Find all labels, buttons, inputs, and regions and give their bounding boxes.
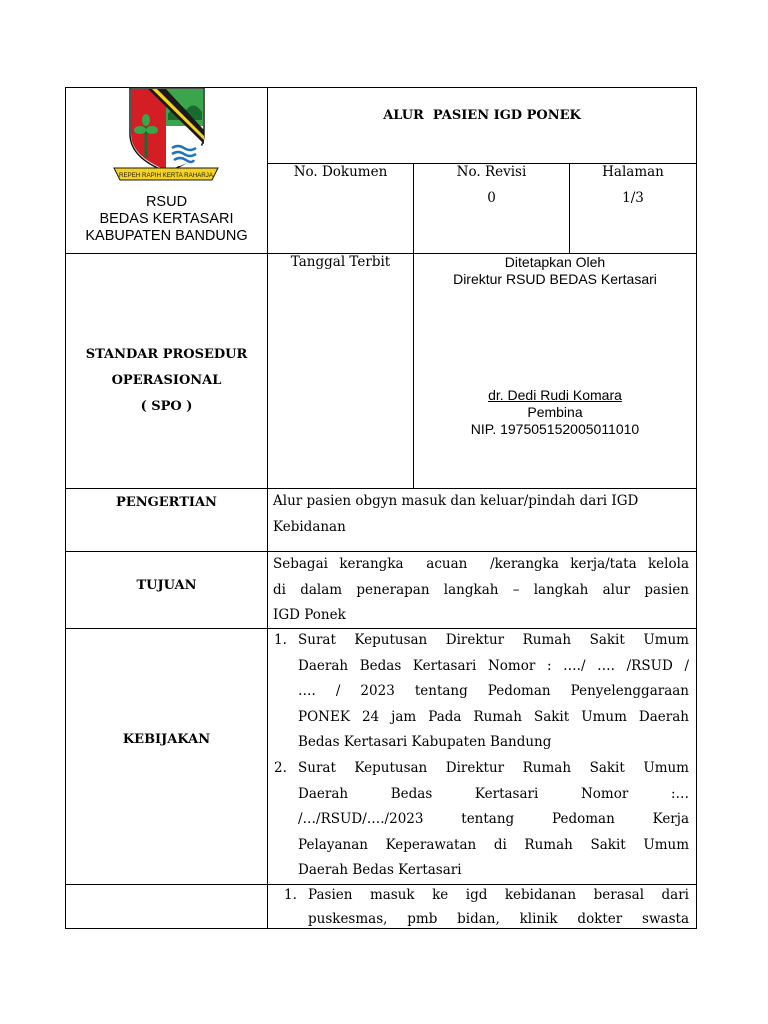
kebijakan-line: /…/RSUD/…./2023 tentang Pedoman Kerja <box>298 811 689 828</box>
pengertian-text <box>273 489 689 540</box>
kebijakan-line: Surat Keputusan Direktur Rumah Sakit Umum <box>298 632 689 648</box>
spo-title-line: OPERASIONAL <box>111 373 222 388</box>
prosedur-list <box>278 883 689 931</box>
kebijakan-label: KEBIJAKAN <box>122 732 211 747</box>
pengertian-line: Alur pasien obgyn masuk dan keluar/pindah dari IGD <box>273 493 639 509</box>
signer-block <box>414 387 696 438</box>
prosedur-item <box>278 883 689 931</box>
kebijakan-line: …. / 2023 tentang Pedoman Penyelenggaraan <box>298 683 689 700</box>
signer-nip: NIP. 197505152005011010 <box>470 421 640 437</box>
kebijakan-line: Daerah Bedas Kertasari Nomor :… <box>298 785 689 802</box>
tujuan-text <box>273 552 689 629</box>
kebijakan-item <box>268 756 689 884</box>
spo-title-line: ( SPO ) <box>140 399 193 414</box>
institution-line: RSUD <box>145 194 188 210</box>
signer-name: dr. Dedi Rudi Komara <box>488 387 622 403</box>
kebijakan-item-number: 2. <box>274 759 287 776</box>
tujuan-line: di dalam penerapan langkah – langkah alur pasien <box>273 581 689 598</box>
kebijakan-item-number: 1. <box>274 632 287 648</box>
set-by-role: Direktur RSUD BEDAS Kertasari <box>453 271 657 287</box>
document-title: ALUR PASIEN IGD PONEK <box>383 108 581 123</box>
page-value: 1/3 <box>622 190 644 206</box>
prosedur-item-number: 1. <box>284 887 297 903</box>
prosedur-line: puskesmas, pmb bidan, klinik dokter swasta <box>308 911 689 927</box>
tujuan-line: IGD Ponek <box>273 607 346 623</box>
kebijakan-line: Surat Keputusan Direktur Rumah Sakit Umum <box>298 759 689 776</box>
prosedur-line: Pasien masuk ke igd kebidanan berasal dari <box>308 887 689 903</box>
revision-value: 0 <box>487 190 496 206</box>
kebijakan-line: Daerah Bedas Kertasari Nomor : …./ …. /RSUD / <box>298 657 689 674</box>
page-label: Halaman <box>602 164 664 180</box>
institution-line: KABUPATEN BANDUNG <box>85 228 248 244</box>
kebijakan-line: Daerah Bedas Kertasari <box>298 862 462 879</box>
set-by-label: Ditetapkan Oleh <box>504 254 606 270</box>
kebijakan-list <box>268 628 689 884</box>
rsud-logo <box>108 86 224 182</box>
kebijakan-line: Bedas Kertasari Kabupaten Bandung <box>298 734 552 751</box>
revision-label: No. Revisi <box>456 164 527 180</box>
tujuan-line: Sebagai kerangka acuan /kerangka kerja/tata kelola <box>273 556 689 572</box>
kebijakan-line: PONEK 24 jam Pada Rumah Sakit Umum Daerah <box>298 708 689 725</box>
pengertian-line: Kebidanan <box>273 518 346 535</box>
doc-number-label: No. Dokumen <box>293 164 388 180</box>
approval-block <box>414 254 696 288</box>
tujuan-label: TUJUAN <box>136 578 197 593</box>
issue-date-label: Tanggal Terbit <box>290 254 391 270</box>
spo-title-line: STANDAR PROSEDUR <box>85 347 248 362</box>
pengertian-label: PENGERTIAN <box>116 495 217 510</box>
svg-text:REPEH RAPIH KERTA RAHARJA: REPEH RAPIH KERTA RAHARJA <box>119 172 213 179</box>
institution-name <box>66 194 267 245</box>
kebijakan-line: Pelayanan Keperawatan di Rumah Sakit Umum <box>298 836 689 853</box>
signer-rank: Pembina <box>527 404 583 420</box>
spo-title <box>66 342 267 420</box>
kebijakan-item <box>268 628 689 756</box>
institution-line: BEDAS KERTASARI <box>99 211 234 227</box>
bandung-regency-emblem-icon <box>108 86 224 182</box>
